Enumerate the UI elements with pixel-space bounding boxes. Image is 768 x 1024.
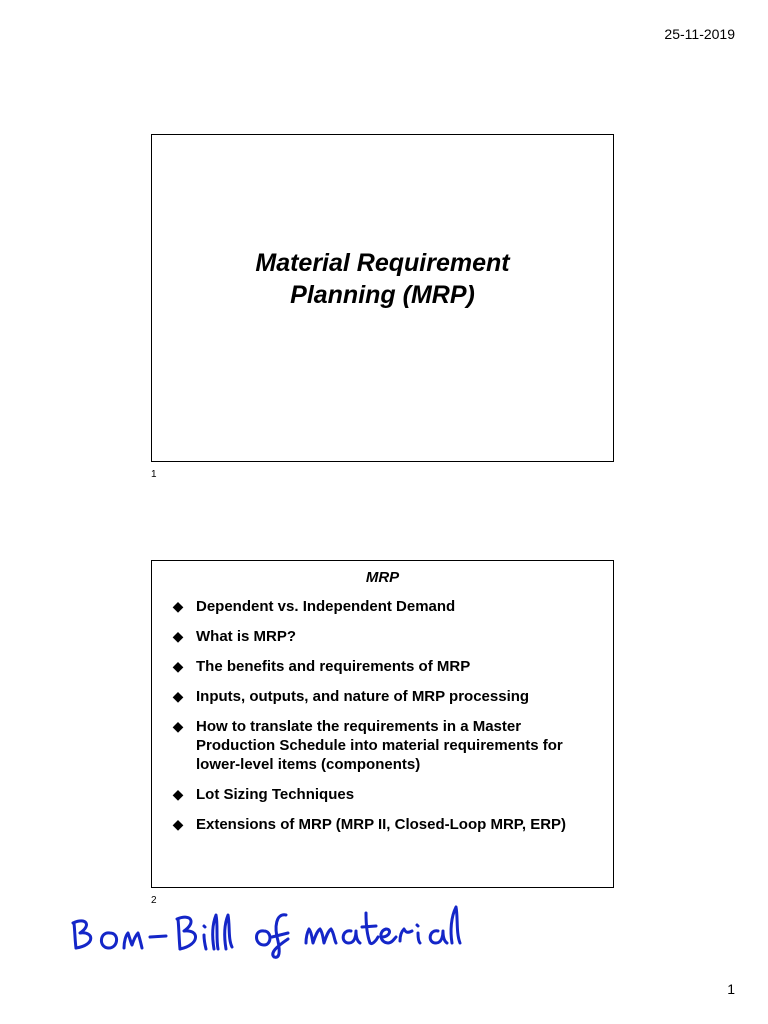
diamond-bullet-icon: ◆ — [172, 598, 184, 614]
list-item-text: Inputs, outputs, and nature of MRP processing — [196, 688, 530, 705]
list-item-text: Lot Sizing Techniques — [196, 786, 355, 803]
slide-title: Material Requirement Planning (MRP) — [255, 249, 510, 309]
list-item — [170, 627, 590, 646]
slide-1 — [151, 134, 614, 462]
slide-heading: MRP — [365, 569, 400, 586]
page-number: 1 — [727, 981, 735, 997]
list-item-text: Dependent vs. Independent Demand — [196, 598, 456, 615]
diamond-bullet-icon: ◆ — [172, 816, 184, 832]
agenda-list — [170, 597, 590, 845]
list-item-text: Extensions of MRP (MRP II, Closed-Loop MRP, ERP) — [196, 816, 567, 833]
slide-number: 1 — [151, 469, 157, 480]
diamond-bullet-icon: ◆ — [172, 786, 184, 802]
list-item — [170, 657, 590, 676]
list-item-text: The benefits and requirements of MRP — [196, 658, 471, 675]
diamond-bullet-icon: ◆ — [172, 628, 184, 644]
list-item — [170, 717, 590, 774]
diamond-bullet-icon: ◆ — [172, 718, 184, 734]
diamond-bullet-icon: ◆ — [172, 688, 184, 704]
print-date: 25-11-2019 — [664, 26, 735, 42]
list-item — [170, 785, 590, 804]
diamond-bullet-icon: ◆ — [172, 658, 184, 674]
handwritten-annotation — [66, 893, 466, 963]
slide-number: 2 — [151, 895, 157, 906]
list-item-text: What is MRP? — [196, 628, 296, 645]
slide-2 — [151, 560, 614, 888]
list-item — [170, 687, 590, 706]
list-item — [170, 815, 590, 834]
list-item — [170, 597, 590, 616]
list-item-text: How to translate the requirements in a Master Production Schedule into material requirements for lower-level items (components) — [196, 718, 563, 773]
